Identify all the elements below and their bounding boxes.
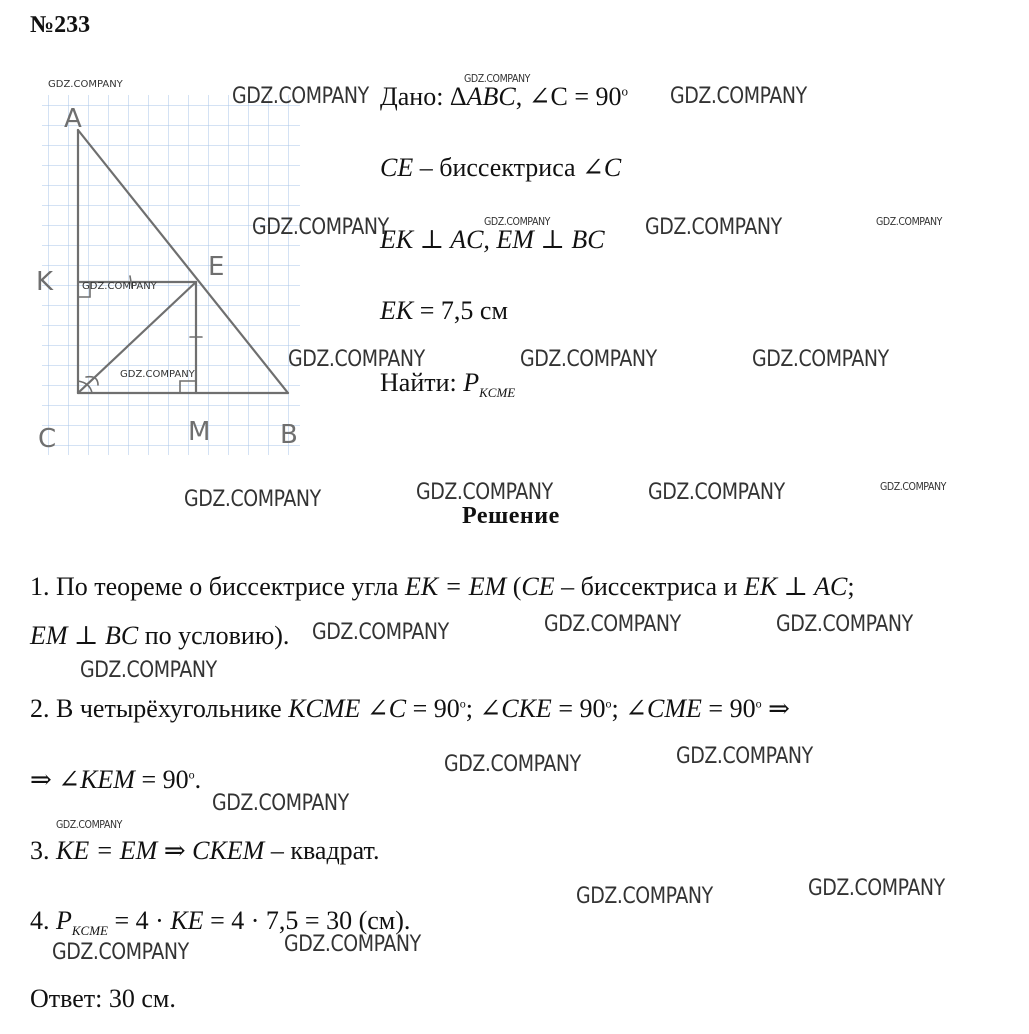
watermark: GDZ.COMPANY [544, 612, 681, 637]
given-line-2: CE – биссектриса ∠C [380, 153, 622, 182]
watermark: GDZ.COMPANY [752, 347, 889, 372]
label-b: B [280, 420, 298, 450]
watermark: GDZ.COMPANY [648, 480, 785, 505]
watermark: GDZ.COMPANY [120, 369, 195, 380]
watermark: GDZ.COMPANY [232, 84, 369, 109]
watermark: GDZ.COMPANY [576, 884, 713, 909]
watermark: GDZ.COMPANY [56, 818, 123, 831]
label-e: E [208, 252, 225, 282]
watermark: GDZ.COMPANY [464, 72, 531, 85]
watermark: GDZ.COMPANY [80, 658, 217, 683]
watermark: GDZ.COMPANY [645, 215, 782, 240]
watermark: GDZ.COMPANY [520, 347, 657, 372]
watermark: GDZ.COMPANY [284, 932, 421, 957]
step-2-cont: ⇒ ∠KEM = $90^о$. [30, 765, 202, 794]
watermark: GDZ.COMPANY [444, 752, 581, 777]
given-line-1: Дано: ΔABC, ∠C = $90^о$ [380, 82, 629, 111]
given-line-4: EK = 7,5 см [380, 296, 508, 325]
step-4: 4. $P_{KCME} = 4$ · KE = 4 · 7,5 = 30 (см). [30, 906, 411, 938]
watermark: GDZ.COMPANY [212, 791, 349, 816]
watermark: GDZ.COMPANY [676, 744, 813, 769]
watermark: GDZ.COMPANY [184, 487, 321, 512]
step-2: 2. В четырёхугольнике KCME ∠C = $90^о$; ∠CKE = $90^о$; ∠CME = $90^о$ ⇒ [30, 694, 790, 723]
watermark: GDZ.COMPANY [288, 347, 425, 372]
solution-title: Решение [462, 503, 560, 529]
watermark: GDZ.COMPANY [52, 940, 189, 965]
watermark: GDZ.COMPANY [876, 215, 943, 228]
watermark: GDZ.COMPANY [416, 480, 553, 505]
watermark: GDZ.COMPANY [48, 79, 123, 90]
watermark: GDZ.COMPANY [776, 612, 913, 637]
watermark: GDZ.COMPANY [880, 480, 947, 493]
find-line: Найти: $P_{KCME}$ [380, 368, 516, 400]
given-line-3: EK ⊥ AC, EM ⊥ BC [380, 225, 605, 254]
answer: Ответ: 30 см. [30, 984, 176, 1013]
watermark: GDZ.COMPANY [252, 215, 389, 240]
step-3: 3. KE = EM ⇒ CKEM – квадрат. [30, 836, 380, 865]
label-k: K [36, 267, 54, 297]
watermark: GDZ.COMPANY [484, 215, 551, 228]
problem-number: №233 [30, 12, 91, 38]
watermark: GDZ.COMPANY [312, 620, 449, 645]
grid-paper [42, 95, 300, 455]
label-m: M [188, 417, 211, 447]
watermark: GDZ.COMPANY [670, 84, 807, 109]
label-c: C [38, 424, 57, 454]
watermark: GDZ.COMPANY [808, 876, 945, 901]
triangle-figure [28, 79, 328, 465]
watermark: GDZ.COMPANY [82, 281, 157, 292]
label-a: A [64, 104, 82, 134]
step-1-cont: EM ⊥ BC по условию). [30, 621, 290, 650]
step-1: 1. По теореме о биссектрисе угла EK = EM (CE – биссектриса и EK ⊥ AC; [30, 572, 855, 601]
